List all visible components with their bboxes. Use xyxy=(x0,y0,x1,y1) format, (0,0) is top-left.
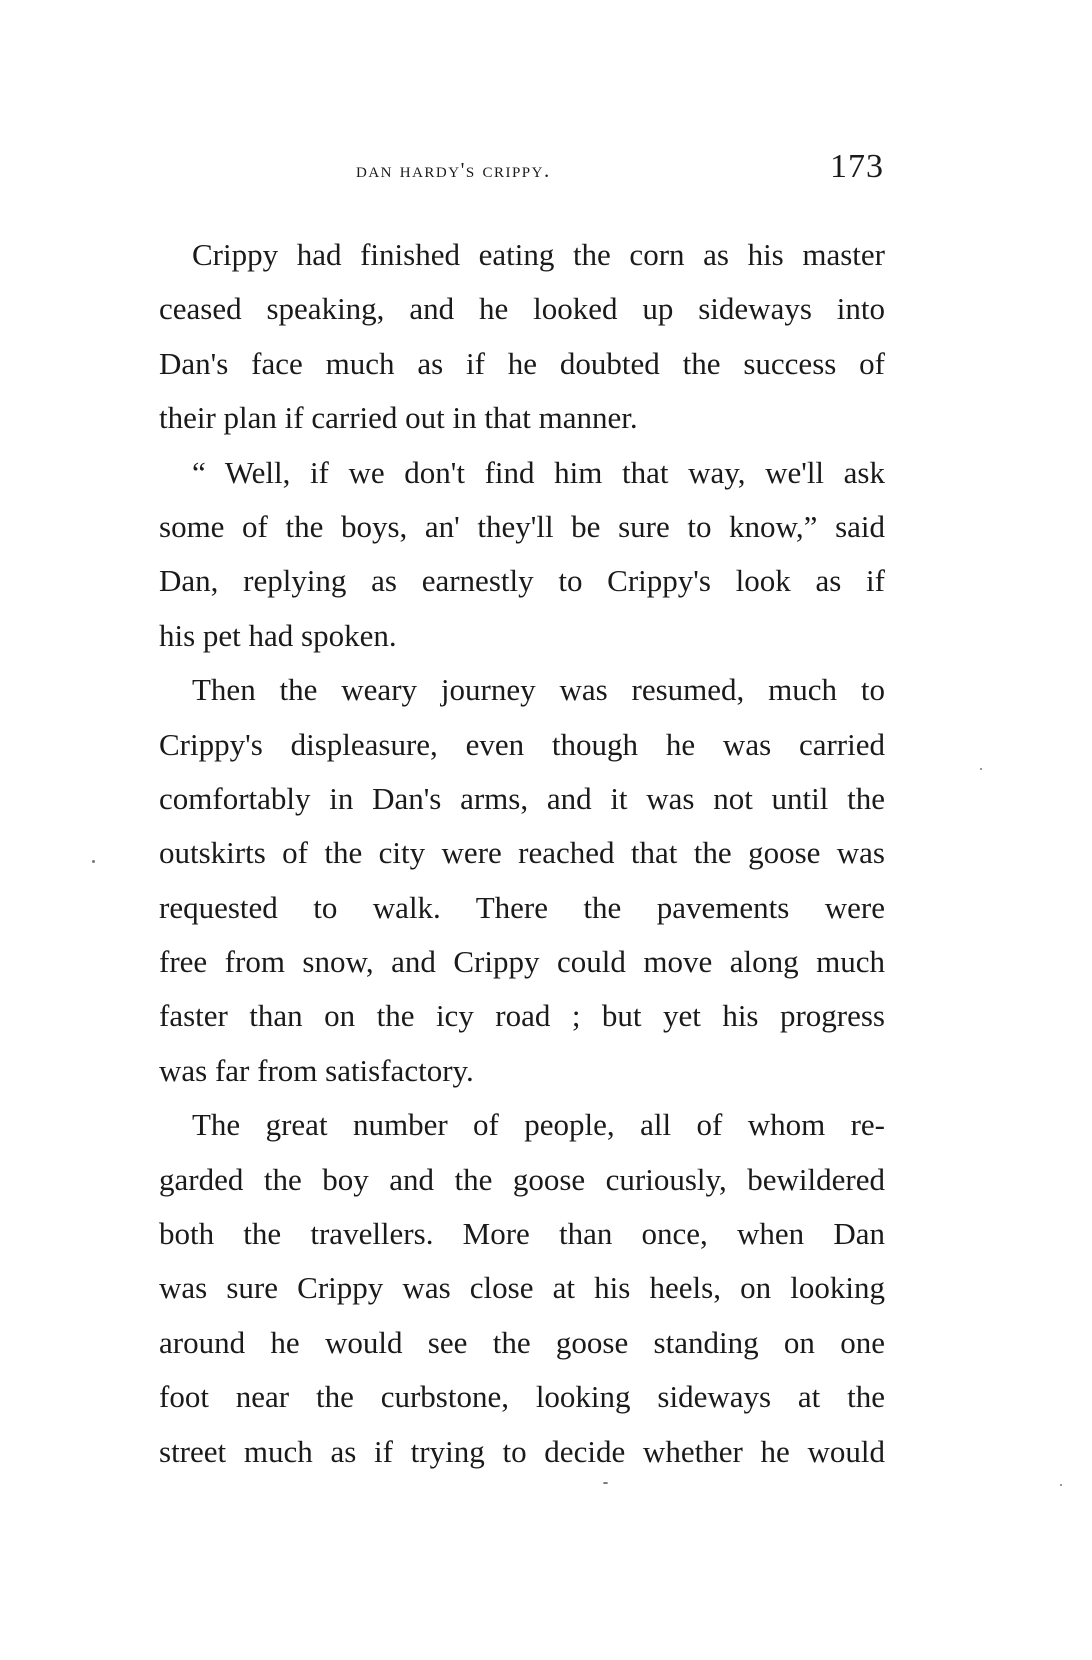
text-line: was far from satisfactory. xyxy=(159,1052,474,1088)
text-line: “ Well, if we don't find him that way, we'll ask xyxy=(192,454,885,490)
text-line: Dan, replying as earnestly to Crippy's look as if xyxy=(159,563,885,599)
text-line: Then the weary journey was resumed, much to xyxy=(192,672,885,708)
text-line: both the travellers. More than once, when Dan xyxy=(159,1216,885,1252)
body-text xyxy=(159,228,885,1479)
text-line: was sure Crippy was close at his heels, on looking xyxy=(159,1270,885,1306)
text-line: their plan if carried out in that manner. xyxy=(159,400,638,436)
scan-speck xyxy=(92,860,95,863)
text-line: free from snow, and Crippy could move along much xyxy=(159,944,885,980)
page-number: 173 xyxy=(830,148,884,185)
text-line: ceased speaking, and he looked up sideways into xyxy=(159,291,885,327)
text-line: Dan's face much as if he doubted the success of xyxy=(159,345,885,381)
text-line: comfortably in Dan's arms, and it was not until the xyxy=(159,780,885,816)
text-line: foot near the curbstone, looking sideways at the xyxy=(159,1379,885,1415)
scan-speck xyxy=(603,1482,608,1484)
text-line: Crippy's displeasure, even though he was carried xyxy=(159,726,885,762)
text-line: some of the boys, an' they'll be sure to know,” said xyxy=(159,508,885,544)
running-head xyxy=(160,148,886,198)
text-line: The great number of people, all of whom re- xyxy=(192,1107,885,1143)
scan-speck xyxy=(980,768,982,770)
text-line: Crippy had finished eating the corn as his master xyxy=(192,237,885,272)
text-line: faster than on the icy road ; but yet his progress xyxy=(159,998,885,1034)
text-line: garded the boy and the goose curiously, bewildered xyxy=(159,1161,885,1197)
text-line: outskirts of the city were reached that the goose was xyxy=(159,835,885,871)
text-line: requested to walk. There the pavements were xyxy=(159,889,885,925)
text-line: his pet had spoken. xyxy=(159,617,397,653)
scan-speck xyxy=(1060,1484,1062,1486)
text-line: street much as if trying to decide whether he would xyxy=(159,1433,885,1469)
running-title: dan hardy's crippy. xyxy=(356,158,551,182)
text-line: around he would see the goose standing on one xyxy=(159,1324,885,1360)
